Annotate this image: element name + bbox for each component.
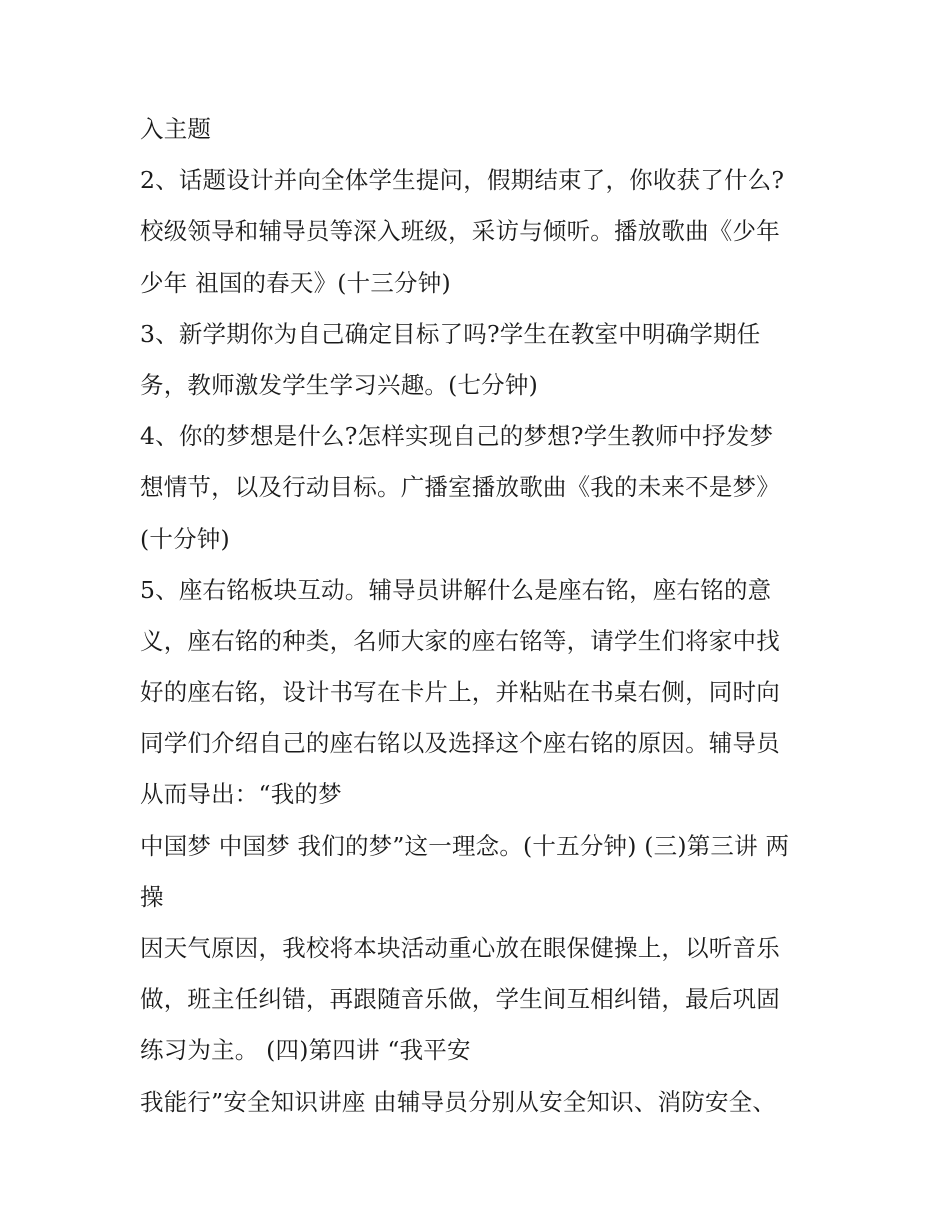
text-line: 4、你的梦想是什么?怎样实现自己的梦想?学生教师中抒发梦 xyxy=(140,422,774,451)
document-body xyxy=(140,104,830,1128)
text-line: 我能行”安全知识讲座 由辅导员分别从安全知识、消防安全、 xyxy=(140,1087,777,1116)
text-line: 入主题 xyxy=(140,115,212,143)
text-line: 2、话题设计并向全体学生提问，假期结束了，你收获了什么? xyxy=(140,166,785,195)
text-line: 从而导出：“我的梦 xyxy=(140,780,342,809)
text-line: 好的座右铭，设计书写在卡片上，并粘贴在书桌右侧，同时向 xyxy=(140,678,780,707)
text-line: 3、新学期你为自己确定目标了吗?学生在教室中明确学期任 xyxy=(140,319,761,348)
text-line: 5、座右铭板块互动。辅导员讲解什么是座右铭，座右铭的意 xyxy=(140,575,772,604)
text-line: 因天气原因，我校将本块活动重心放在眼保健操上，以听音乐 xyxy=(140,934,780,962)
text-line: 同学们介绍自己的座右铭以及选择这个座右铭的原因。辅导员 xyxy=(140,729,780,758)
text-line: 校级领导和辅导员等深入班级，采访与倾听。播放歌曲《少年 xyxy=(140,217,780,246)
text-line: 操 xyxy=(140,882,164,911)
text-line: 义，座右铭的种类，名师大家的座右铭等，请学生们将家中找 xyxy=(140,626,780,655)
text-line: (十分钟) xyxy=(140,524,230,553)
text-line: 做，班主任纠错，再跟随音乐做，学生间互相纠错，最后巩固 xyxy=(140,985,780,1014)
text-line: 少年 祖国的春天》(十三分钟) xyxy=(140,268,451,297)
text-line: 务，教师激发学生学习兴趣。(七分钟) xyxy=(140,370,538,399)
text-line: 想情节，以及行动目标。广播室播放歌曲《我的未来不是梦》 xyxy=(140,473,780,502)
text-line: 练习为主。 (四)第四讲 “我平安 xyxy=(140,1036,471,1065)
text-line: 中国梦 中国梦 我们的梦”这一理念。(十五分钟) (三)第三讲 两 xyxy=(140,831,790,860)
